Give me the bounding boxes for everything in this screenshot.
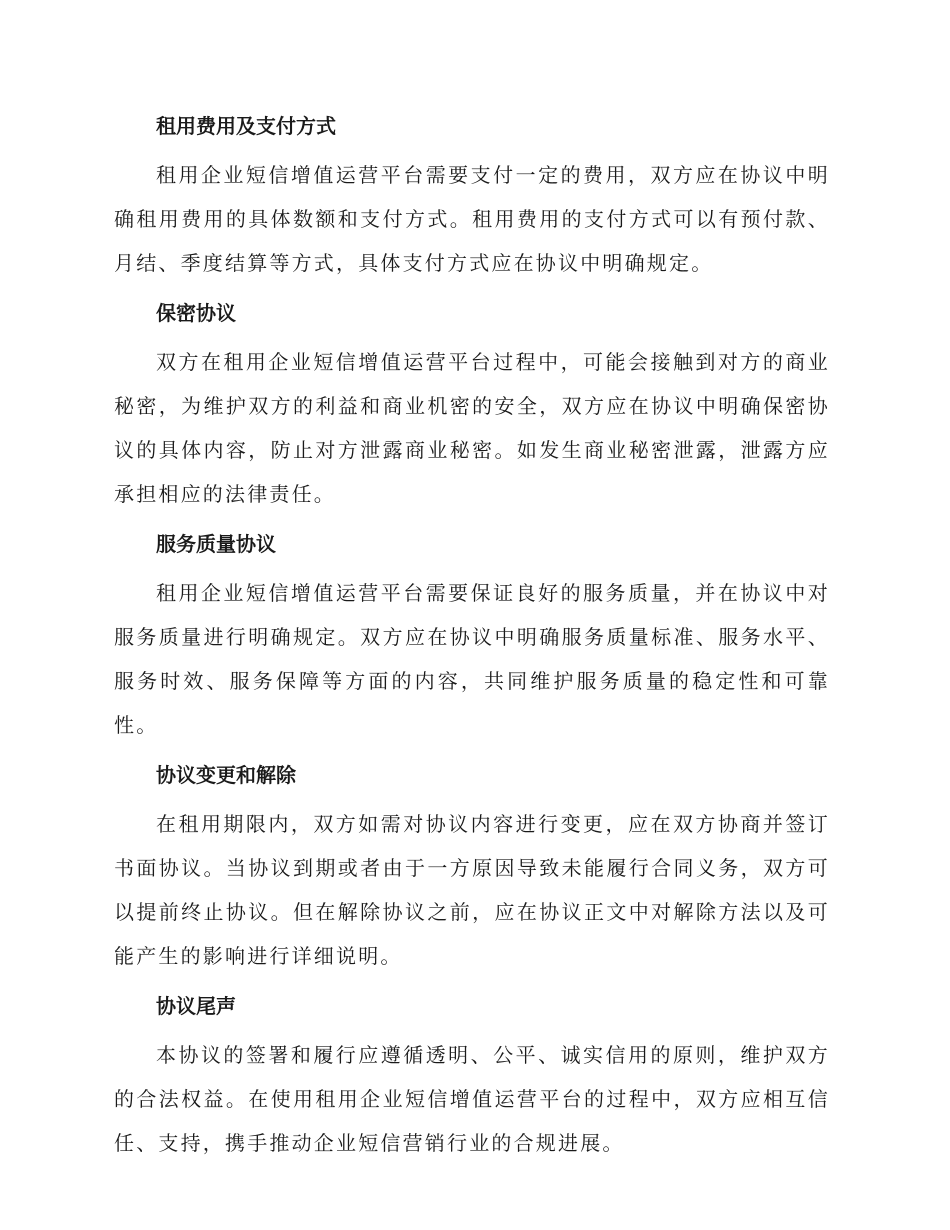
section-service-quality (114, 522, 830, 747)
section-paragraph: 租用企业短信增值运营平台需要保证良好的服务质量，并在协议中对服务质量进行明确规定。双方应在协议中明确服务质量标准、服务水平、服务时效、服务保障等方面的内容，共同维护服务质量的稳定性和可靠性。 (114, 581, 830, 737)
section-closing (114, 984, 830, 1165)
section-heading: 协议变更和解除 (156, 763, 296, 787)
section-heading: 服务质量协议 (156, 532, 276, 556)
section-heading: 协议尾声 (156, 994, 236, 1018)
section-paragraph: 租用企业短信增值运营平台需要支付一定的费用，双方应在协议中明确租用费用的具体数额和支付方式。租用费用的支付方式可以有预付款、月结、季度结算等方式，具体支付方式应在协议中明确规定。 (114, 163, 830, 275)
section-heading: 保密协议 (156, 301, 236, 325)
section-paragraph: 在租用期限内，双方如需对协议内容进行变更，应在双方协商并签订书面协议。当协议到期或者由于一方原因导致未能履行合同义务，双方可以提前终止协议。但在解除协议之前，应在协议正文中对解除方法以及可能产生的影响进行详细说明。 (114, 812, 830, 968)
section-paragraph: 双方在租用企业短信增值运营平台过程中，可能会接触到对方的商业秘密，为维护双方的利益和商业机密的安全，双方应在协议中明确保密协议的具体内容，防止对方泄露商业秘密。如发生商业秘密泄露，泄露方应承担相应的法律责任。 (114, 350, 830, 506)
section-rental-fees (114, 104, 830, 285)
document-page (114, 104, 830, 1171)
section-confidentiality (114, 291, 830, 516)
section-paragraph: 本协议的签署和履行应遵循透明、公平、诚实信用的原则，维护双方的合法权益。在使用租用企业短信增值运营平台的过程中，双方应相互信任、支持，携手推动企业短信营销行业的合规进展。 (114, 1043, 830, 1155)
section-change-termination (114, 753, 830, 978)
section-heading: 租用费用及支付方式 (156, 114, 336, 138)
